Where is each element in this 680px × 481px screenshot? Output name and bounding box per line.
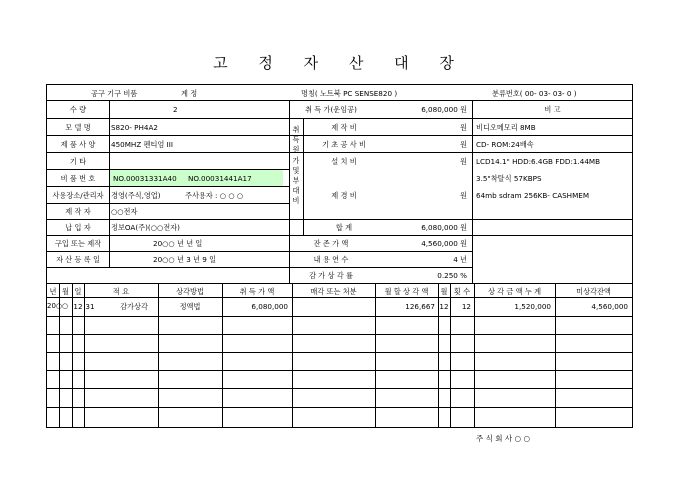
spec-label: 제 품 사 양 (60, 140, 96, 149)
row-accumulated: 1,520,000 (514, 302, 551, 311)
serial-number-1: NO.00031331A40 (113, 174, 177, 183)
residual-value: 4,560,000 원 (421, 239, 467, 248)
col-count: 횟 수 (453, 287, 471, 296)
company-name: 주 식 회 사 ○ ○ (476, 434, 530, 443)
col-cost: 취 득 가 액 (239, 287, 275, 296)
cost-row-label: 기 초 공 사 비 (322, 140, 366, 149)
col-description: 적 요 (112, 287, 130, 296)
serial-label: 비 품 번 호 (60, 174, 96, 183)
account-label: 계 정 (181, 89, 198, 98)
col-monthly: 월 할 상 각 액 (384, 287, 429, 296)
cost-row-value: 원 (460, 191, 467, 200)
cost-vertical-label: 취 득 원 가 및 부 대 비 (292, 125, 300, 206)
notes-line: 비디오메모리 8MB (476, 123, 536, 132)
spec-value: 450MHZ 펜티엄 III (111, 140, 174, 149)
maker-label: 제 작 자 (65, 207, 91, 216)
total-value: 6,080,000 원 (421, 223, 467, 232)
cost-row-label: 제 경 비 (331, 191, 357, 200)
supplier-value: 정보OA(주)(○○전자) (111, 223, 180, 232)
row-monthly: 126,667 (405, 302, 435, 311)
row-day: 31 (85, 302, 95, 311)
row-description: 감가상각 (120, 302, 148, 311)
notes-header: 비 고 (544, 105, 561, 114)
cost-row-value: 원 (460, 123, 467, 132)
cost-row-label: 제 작 비 (331, 123, 357, 132)
quantity-label: 수 량 (69, 105, 87, 114)
register-label: 자 산 등 록 일 (56, 255, 100, 264)
col-m: 월 (440, 287, 448, 296)
notes-line: 3.5"착탈식 57KBPS (476, 174, 542, 183)
serial-number-2: NO.00031441A17 (188, 174, 252, 183)
etc-label: 기 타 (69, 157, 87, 166)
life-label: 내 용 연 수 (313, 255, 349, 264)
register-date: 20○○ 년 3 년 9 일 (153, 255, 217, 264)
cost-row-label: 설 치 비 (331, 157, 357, 166)
col-disposal: 매각 또는 처분 (310, 287, 357, 296)
model-value: S820- PH4A2 (111, 123, 158, 132)
row-year: 20○○ (47, 302, 69, 310)
residual-label: 잔 존 가 액 (313, 239, 349, 248)
place-value: 경영(주식,영업) (111, 191, 161, 200)
col-remaining: 미상각잔액 (576, 287, 611, 296)
row-month: 12 (73, 302, 83, 311)
row-m: 12 (439, 302, 449, 311)
col-method: 상각방법 (176, 287, 204, 296)
notes-line: 64mb sdram 256KB- CASHMEM (476, 191, 590, 200)
row-cost: 6,080,000 (251, 302, 288, 311)
cost-row-value: 원 (460, 157, 467, 166)
rate-label: 감 가 상 각 률 (309, 271, 353, 280)
purchase-date: 20○○ 년 년 일 (153, 239, 203, 248)
notes-line: LCD14.1" HDD:6.4GB FDD:1.44MB (476, 157, 601, 166)
supplier-label: 납 입 자 (65, 223, 91, 232)
row-remaining: 4,560,000 (591, 302, 628, 311)
notes-line: CD- ROM:24배속 (476, 140, 534, 149)
model-label: 모 델 명 (65, 123, 91, 132)
cost-row-value: 원 (460, 140, 467, 149)
acquisition-label: 취 득 가(운임공) (305, 105, 357, 114)
row-method: 정액법 (179, 302, 201, 311)
total-label: 합 계 (335, 223, 353, 232)
maker-value: ○○전자 (111, 207, 138, 216)
col-year: 년 (49, 287, 57, 296)
purchase-label: 구입 또는 제작 (54, 239, 102, 248)
place-label: 사용장소/관리자 (52, 191, 104, 200)
category-label: 공구 기구 비품 (91, 89, 138, 98)
class-code: 분류번호( 00- 03- 03- 0 ) (492, 89, 577, 98)
acquisition-value: 6,080,000 원 (421, 105, 467, 114)
life-value: 4 년 (453, 255, 467, 264)
main-user: 주사용자 : ○ ○ ○ (185, 191, 244, 200)
asset-ledger-sheet (46, 84, 633, 428)
item-name: 명칭( 노트북 PC SENSE820 ) (301, 89, 398, 98)
col-day: 일 (74, 287, 82, 296)
quantity-value: 2 (173, 105, 178, 114)
page-title: 고 정 자 산 대 장 (213, 54, 467, 72)
col-month: 월 (62, 287, 69, 296)
col-accumulated: 상 각 금 액 누 계 (487, 287, 542, 296)
rate-value: 0.250 % (437, 271, 467, 280)
row-count: 12 (461, 302, 471, 311)
